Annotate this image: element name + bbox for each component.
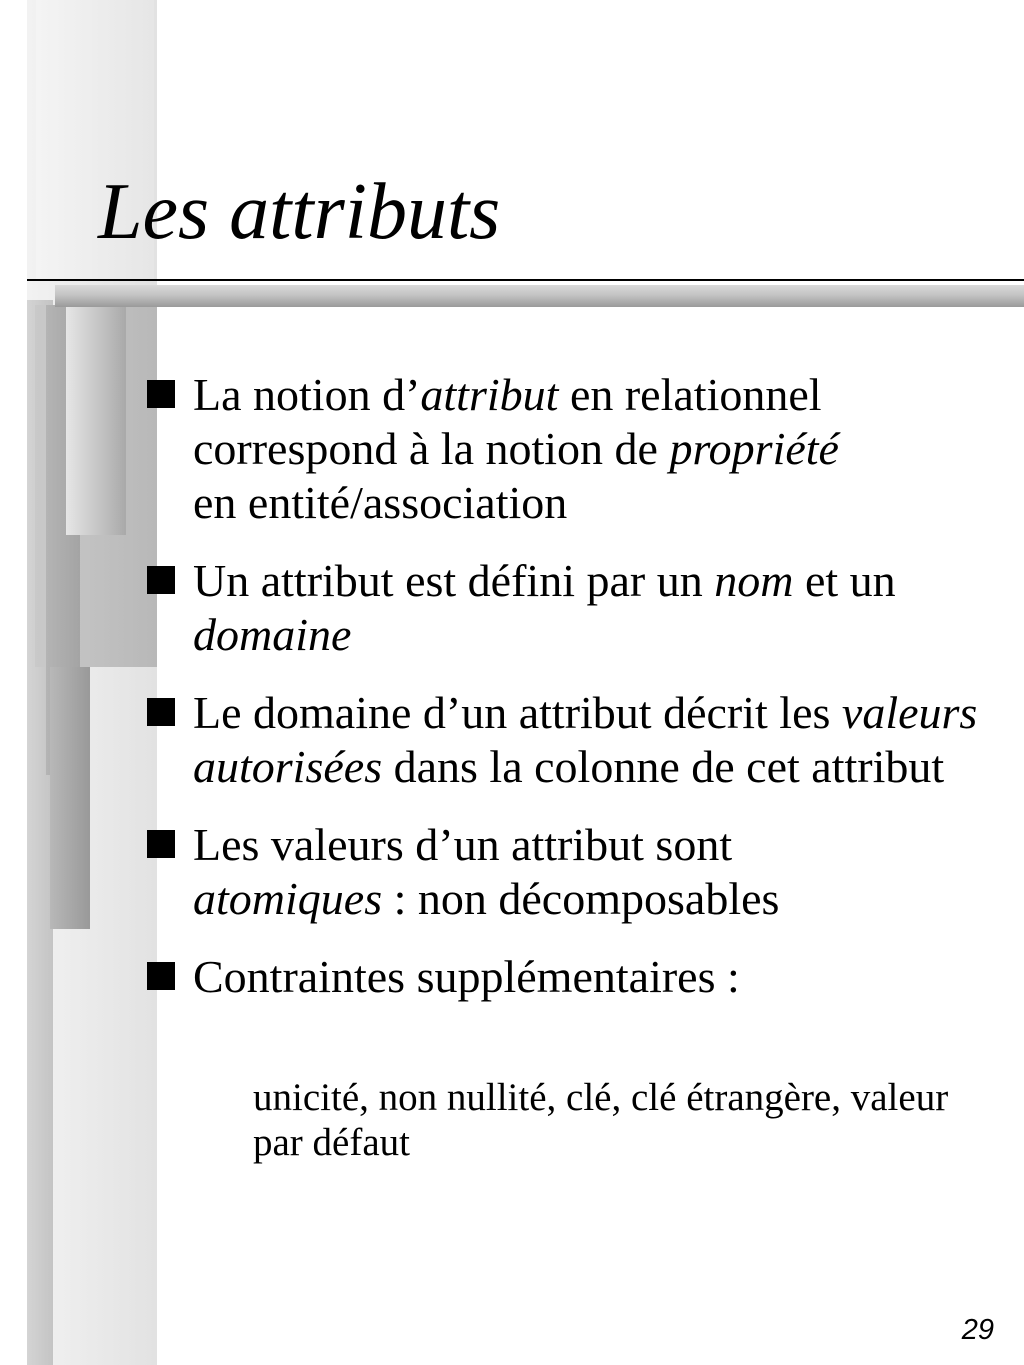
bullet-text: en relationnel correspond à la notion de bbox=[193, 369, 822, 474]
bullet-item bbox=[145, 950, 985, 1004]
square-bullet-icon bbox=[147, 962, 175, 990]
bullet-text: en entité/association bbox=[193, 477, 568, 528]
bullet-emphasis: domaine bbox=[193, 609, 352, 660]
bullet-item bbox=[145, 368, 985, 530]
square-bullet-icon bbox=[147, 698, 175, 726]
bullet-text: Les valeurs d’un attribut sont bbox=[193, 819, 733, 870]
bullet-emphasis: atomiques bbox=[193, 873, 383, 924]
bullet-item bbox=[145, 818, 985, 926]
bullet-item bbox=[145, 554, 985, 662]
bullet-list bbox=[145, 368, 985, 1028]
bullet-emphasis: nom bbox=[714, 555, 794, 606]
square-bullet-icon bbox=[147, 380, 175, 408]
bullet-text: et un bbox=[793, 555, 896, 606]
bullet-text: Un attribut est défini par un bbox=[193, 555, 715, 606]
bullet-text: La notion d’ bbox=[193, 369, 421, 420]
page-number: 29 bbox=[961, 1314, 994, 1346]
square-bullet-icon bbox=[147, 566, 175, 594]
bullet-emphasis: attribut bbox=[420, 369, 559, 420]
sub-bullet-text: unicité, non nullité, clé, clé étrangère, valeur par défaut bbox=[253, 1076, 949, 1164]
bullet-text: dans la colonne de cet attribut bbox=[382, 741, 945, 792]
bullet-emphasis: valeurs autorisées bbox=[193, 687, 978, 792]
bullet-item bbox=[145, 686, 985, 794]
square-bullet-icon bbox=[147, 830, 175, 858]
bullet-text: Contraintes supplémentaires : bbox=[193, 951, 740, 1002]
title-divider-bar bbox=[55, 285, 1024, 307]
slide-title: Les attributs bbox=[98, 168, 501, 256]
bullet-emphasis: propriété bbox=[669, 423, 839, 474]
decor-bar bbox=[50, 667, 90, 929]
bullet-text: Le domaine d’un attribut décrit les bbox=[193, 687, 842, 738]
title-underline bbox=[27, 279, 1024, 281]
decor-bar bbox=[66, 305, 126, 535]
bullet-text: : non décomposables bbox=[382, 873, 780, 924]
